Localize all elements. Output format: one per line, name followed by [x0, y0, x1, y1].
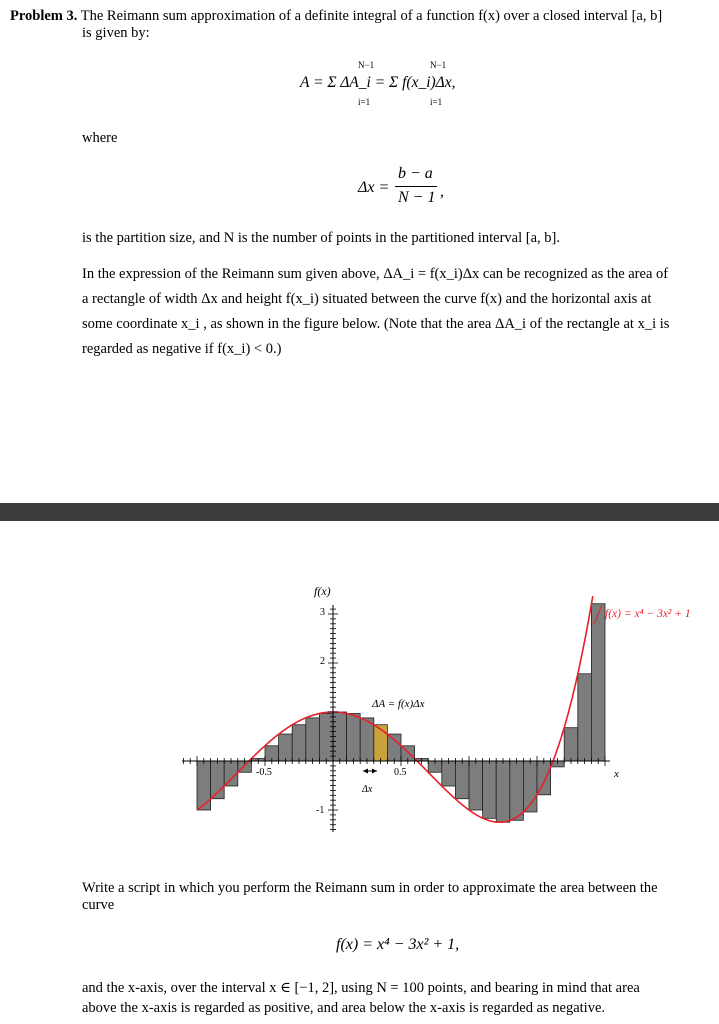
y-tick-2: 2	[320, 656, 325, 667]
dx-arrow-left-head	[363, 769, 368, 774]
task-line-1: Write a script in which you perform the Reimann sum in order to approximate the area between the	[82, 880, 658, 896]
y-tick-3: 3	[320, 607, 325, 618]
bar	[455, 761, 469, 799]
fraction-bar	[395, 186, 437, 187]
dx-label: Δx	[362, 784, 373, 795]
intro-line-2: is given by:	[82, 25, 150, 41]
bar	[591, 604, 605, 761]
dx-numerator: b − a	[398, 165, 433, 182]
sum-lower-limit-1: i=1	[358, 97, 371, 107]
intro-line-1: The Reimann sum approximation of a definite integral of a function f(x) over a closed interval [a, b]	[80, 8, 663, 24]
para-line-2: a rectangle of width Δx and height f(x_i) situated between the curve f(x) and the horizontal axis at	[82, 291, 652, 307]
x-tick-05: 0.5	[394, 767, 407, 778]
function-label: f(x) = x⁴ − 3x² + 1	[605, 608, 691, 620]
bar	[347, 713, 361, 761]
riemann-sum-figure	[0, 560, 719, 870]
y-axis-label: f(x)	[314, 584, 331, 598]
sum-upper-limit-1: N−1	[358, 60, 375, 70]
axis-ticks	[183, 609, 605, 830]
dx-denominator: N − 1	[398, 189, 436, 206]
bar	[197, 761, 211, 810]
bar	[483, 761, 497, 818]
equation-1-body: A = Σ ΔA_i = Σ f(x_i)Δx,	[300, 74, 456, 91]
problem-label: Problem 3.	[10, 8, 78, 24]
equation-riemann-sum	[300, 57, 560, 107]
para-line-1: In the expression of the Reimann sum given above, ΔA_i = f(x_i)Δx can be recognized as the area of	[82, 266, 669, 282]
x-axis-label: x	[614, 768, 619, 780]
bar	[578, 674, 592, 761]
dx-arrow-right-head	[372, 769, 377, 774]
x-tick-neg05: -0.5	[256, 767, 272, 778]
separator-band	[0, 503, 719, 521]
bar	[442, 761, 456, 786]
final-line-1: and the x-axis, over the interval x ∈ [−1, 2], using N = 100 points, and bearing in mind that area	[82, 980, 640, 996]
para-line-4: regarded as negative if f(x_i) < 0.)	[82, 341, 282, 357]
bar	[319, 713, 333, 761]
bar	[469, 761, 483, 810]
sum-lower-limit-2: i=1	[430, 97, 443, 107]
y-tick-neg1: -1	[316, 805, 325, 816]
equation-partition-size: Δx = b − a N − 1 ,	[358, 165, 444, 206]
dx-lhs: Δx =	[358, 179, 390, 196]
where-label: where	[82, 130, 118, 146]
sum-upper-limit-2: N−1	[430, 60, 447, 70]
bar	[387, 734, 401, 761]
para-line-3: some coordinate x_i , as shown in the figure below. (Note that the area ΔA_i of the rectangle at x_i is	[82, 316, 670, 332]
area-label: ΔA = f(x)Δx	[372, 698, 425, 710]
bar	[564, 728, 578, 761]
explanation-paragraph	[82, 262, 712, 362]
problem-intro	[10, 8, 715, 24]
bar	[496, 761, 510, 822]
bar	[292, 725, 306, 761]
bar	[279, 734, 293, 761]
partition-text: is the partition size, and N is the number of points in the partitioned interval [a, b].	[82, 230, 560, 246]
bar	[510, 761, 524, 820]
bars-group	[197, 604, 605, 823]
equation-function: f(x) = x⁴ − 3x² + 1,	[336, 936, 460, 953]
task-line-2: curve	[82, 897, 115, 913]
bar	[306, 718, 320, 761]
final-line-2: above the x-axis is regarded as positive, and area below the x-axis is regarded as negative.	[82, 1000, 606, 1016]
